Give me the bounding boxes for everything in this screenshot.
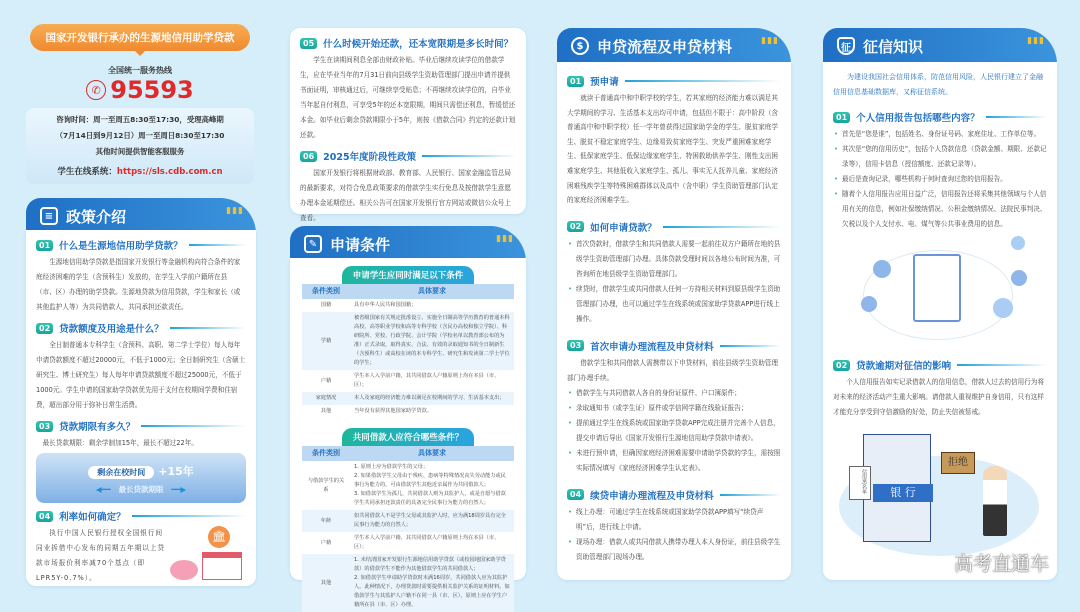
location-icon <box>993 298 1013 318</box>
section-title: 预申请 <box>590 77 619 88</box>
section-number: 03 <box>567 340 584 351</box>
hotline-label: 全国统一服务热线 <box>108 66 172 75</box>
table-row <box>302 299 514 312</box>
condition-requirement: 1. 未结清国家开发银行生源地信用助学贷款（或校园地国家助学贷款）的借款学生不能作为其他借款学生的共同借款人； 2. 如借款学生申请助学贷款时未满16周岁，共同借款人应为其监护人。此种情况下，办理贷款时需要提供相关监护关系的证明材料。如借款学生与其监护人户籍不在同一县（市、区），原则上应在学生户籍所在县（市、区）办理。 <box>350 554 514 612</box>
section-number: 04 <box>567 489 584 500</box>
table-row <box>302 532 514 554</box>
condition-type: 学籍 <box>302 312 350 370</box>
clipboard-icon <box>913 254 961 322</box>
section-text: 借款学生和共同借款人需携带以下申贷材料，前往县级学生资助管理部门办理手续。 <box>567 358 778 382</box>
bulb-icons: ▮▮▮ <box>1027 36 1045 46</box>
section-number: 06 <box>300 151 317 162</box>
column-header: 具体要求 <box>350 284 514 299</box>
list-item: • 现场办理：借款人或共同借款人携带办理人本人身份证，前往县级学生资助管理部门现场办理。 <box>567 535 781 565</box>
hotline-card <box>26 24 254 184</box>
document-icon: ≡ <box>40 207 58 225</box>
section-number: 01 <box>833 112 850 123</box>
list-item: • 首次贷款时，借款学生和共同借款人需要一起前往双方户籍所在地的县级学生资助管理部门办理。具体贷款受理时间以各地公布时间为准，可咨询所在地县级学生资助管理部门。 <box>567 237 781 282</box>
list-item: • 最后是查询记录，哪些机构于何时查询过您的信用报告。 <box>833 172 1047 187</box>
bulb-icons: ▮▮▮ <box>761 36 779 46</box>
watermark: 高考直通车 <box>953 553 1049 575</box>
bank-icon: 🏛 <box>208 526 230 548</box>
remaining-time-pill: 剩余在校时间 <box>88 466 154 479</box>
panel-header-conditions <box>290 226 526 262</box>
panel-title: 征信知识 <box>863 37 924 56</box>
banner: 国家开发银行承办的生源地信用助学贷款 <box>30 24 250 51</box>
bullet-list <box>567 237 781 327</box>
section-title: 贷款期限有多久？ <box>59 422 136 433</box>
conditions-card <box>290 258 526 608</box>
list-item: • 续贷时，借款学生或共同借款人任何一方持相关材料到原县级学生资助管理部门办理，也可以通过学生在线系统或国家助学贷款APP进行线上操作。 <box>567 282 781 327</box>
credit-report-illustration <box>833 232 1047 352</box>
section-text: 执行中国人民银行授权全国银行间同业拆借中心发布的同期五年期以上贷款市场报价利率减70个基点（即LPR5Y-0.7%）。 <box>36 529 166 582</box>
peak-hours: （7月14日到9月12日）周一至周日8:30至17:30 <box>55 131 225 140</box>
bulb-icons: ▮▮▮ <box>226 206 244 216</box>
shield-icon: 征 <box>837 37 855 55</box>
home-icon <box>1011 270 1027 286</box>
section-title: 什么是生源地信用助学贷款？ <box>59 241 183 252</box>
table-row <box>302 312 514 370</box>
condition-requirement: 被省级国家有关规定批准设立、实施全日制高等学历教育的普通本科高校、高等职业学校和高等专科学校（含民办高校和独立学院）、科研院所、党校、行政学院、会计学院（学校名单以教育部公布的为准）正式录取，取得真实、合法、有效的录取通知书的全日制新生（含预科生）或高校在读的本专科学生、研究生和攻读第二学士学位的学生； <box>350 312 514 370</box>
section-number: 03 <box>36 421 53 432</box>
credit-card <box>823 62 1057 580</box>
arrow-right-icon: ━━▶ <box>171 485 187 494</box>
piggy-bank-icon <box>170 560 198 580</box>
condition-type: 年龄 <box>302 510 350 532</box>
panel-title: 申贷流程及申贷材料 <box>597 37 733 56</box>
column-header: 条件类别 <box>302 284 350 299</box>
repayment-card <box>290 28 526 222</box>
online-url-link[interactable]: https://sls.cdb.com.cn <box>116 167 223 177</box>
bulb-icons: ▮▮▮ <box>496 234 514 244</box>
section-number: 02 <box>567 221 584 232</box>
section-number: 04 <box>36 511 53 522</box>
plus-15-years: +15年 <box>158 465 194 478</box>
section-number: 01 <box>36 240 53 251</box>
list-item: • 提前通过学生在线系统或国家助学贷款APP完成注册并完善个人信息，提交申请后导出《国家开发银行生源地信用助学贷款申请表》。 <box>567 416 781 446</box>
list-item: • 其次是“您的信用历史”，包括个人贷款信息（贷款金额、期限、还款记录等），信用卡信息（授信额度、还款记录等）。 <box>833 142 1047 172</box>
panel-header-process <box>557 28 791 64</box>
section-title: 首次申请办理流程及申贷材料 <box>590 341 714 353</box>
condition-type: 户籍 <box>320 377 332 384</box>
section-title: 2025年度阶段性政策 <box>323 152 417 163</box>
section-title: 续贷申请办理流程及申贷材料 <box>590 490 714 502</box>
condition-requirement: 具有中华人民共和国国籍； <box>354 302 417 308</box>
intro-text: 为建设我国社会信用体系，防范信用风险，人民银行建立了金融信用信息基础数据库，又称征信系统。 <box>833 73 1043 96</box>
panel-header-policy <box>26 198 256 234</box>
blacklist-paper: 信用黑名单 <box>849 466 871 500</box>
phone-icon: ✆ <box>86 80 106 100</box>
section-number: 01 <box>567 76 584 87</box>
section-title: 贷款额度及用途是什么？ <box>59 324 164 335</box>
co-borrower-table <box>302 446 514 612</box>
mail-icon <box>1011 236 1025 250</box>
condition-requirement: 学生本人入学前户籍，其共同借款人户籍原则上均在本县（市、区）； <box>354 535 500 550</box>
table-row <box>302 405 514 418</box>
bank-refusal-cartoon <box>833 426 1047 576</box>
table-row <box>302 554 514 612</box>
condition-requirement: 当年没有获得其他国家助学贷款。 <box>354 408 432 414</box>
refuse-sign: 拒绝 <box>941 452 975 474</box>
section-text: 国家开发银行将根据财政部、教育部、人民银行、国家金融监管总局的最新要求，对符合免息政策要求的借款学生实行免息及按借款学生意愿办理本金延期偿还。相关公告可在国家开发银行官方网站或微信公众号上查看。 <box>300 169 511 222</box>
consult-hours: 咨询时间：周一至周五8:30至17:30，受理高峰期 <box>56 115 224 124</box>
panel-title: 申请条件 <box>330 235 391 254</box>
savings-illustration <box>166 526 246 586</box>
list-item: • 首先是“您是谁”，包括姓名、身份证号码、家庭住址、工作单位等。 <box>833 127 1047 142</box>
condition-requirement: 1. 原则上应为借款学生的父母； 2. 如果借款学生父母由于残疾、患病等特殊情况丧失劳动能力或民事行为能力的，可由借款学生其他近亲属作为共同借款人； 3. 如借款学生为孤儿，共同借款人则为其监护人，或是自愿与借款学生共同承担还款责任的具备完全民事行为能力的自然人； <box>354 464 506 506</box>
condition-type: 家庭情况 <box>302 392 350 405</box>
table-row <box>302 370 514 392</box>
bullet-list <box>567 505 781 565</box>
condition-type: 户籍 <box>320 539 332 546</box>
bullet-list <box>567 386 781 476</box>
table-title: 共同借款人应符合哪些条件？ <box>342 428 474 446</box>
coins-icon: $ <box>571 37 589 55</box>
section-text: 全日制普通本专科学生（含预科、高职、第二学士学位）每人每年申请贷款额度不超过20000元，不低于1000元；全日制研究生（含硕士研究生、博士研究生）每人每年申请贷款额度不超过25000元，不低于1000元。学生申请的国家助学贷款优先用于支付在校期间学费和住宿费，超出部分用于弥补日常生活费。 <box>36 341 246 409</box>
section-text: 就读于普通高中和中职学校的学生，若其家庭的经济能力难以满足其大学期间的学习、生活基本支出均可申请，包括但不限于：高中阶段（含普通高中和中职学校）任一学年曾获得过国家助学金的学生、脱贫家庭学生、脱贫不稳定家庭学生、边缘易致贫家庭学生、突发严重困难家庭学生、低保家庭学生、低保边缘家庭学生、特困救助供养学生、刚性支出困难家庭学生、其他低收入家庭学生、孤儿、事实无人抚养儿童、家庭经济困难残疾学生等特殊困难群体以及高中（含中职）学生资助管理部门认定的家庭经济困难学生。 <box>567 94 778 205</box>
calendar-icon <box>202 552 242 580</box>
section-title: 什么时候开始还款，还本宽限期是多长时间？ <box>323 39 514 50</box>
condition-requirement: 学生本人入学前户籍，其共同借款人户籍原则上均在本县（市、区）； <box>354 373 500 388</box>
max-term-caption: 最长贷款期限 <box>118 485 164 494</box>
condition-type: 国籍 <box>320 302 332 308</box>
section-number: 05 <box>300 38 317 49</box>
list-item: • 随着个人信用报告应用日益广泛，信用报告还将采集其他领域与个人信用有关的信息，例如社保缴纳情况、公积金缴纳情况、法院民事判决、欠税以及个人支付水、电、煤气等公共事业费用的信息。 <box>833 187 1047 232</box>
edit-icon: ✎ <box>304 235 322 253</box>
condition-type: 其他 <box>320 408 332 414</box>
loan-term-graphic <box>36 453 246 503</box>
hotline-number[interactable]: 95593 <box>110 76 194 104</box>
section-title: 利率如何确定？ <box>59 512 126 523</box>
condition-type: 与借款学生的关系 <box>307 477 345 493</box>
smart-service: 其他时间提供智能客服服务 <box>95 147 185 156</box>
condition-requirement: 本人及家庭的经济能力难以满足在校期间的学习、生活基本支出； <box>350 392 514 405</box>
list-item: • 录取通知书（或学生证）原件或学信网学籍在线验证报告； <box>567 401 781 416</box>
list-item: • 未进行预申请，但确因家庭经济困难需要申请助学贷款的学生，需按照实际情况填写《家庭经济困难学生认定表》。 <box>567 446 781 476</box>
section-title: 贷款逾期对征信的影响 <box>856 361 952 372</box>
section-number: 02 <box>833 360 850 371</box>
student-figure <box>983 466 1007 536</box>
card-icon <box>861 296 877 312</box>
table-row <box>302 510 514 532</box>
section-number: 02 <box>36 323 53 334</box>
section-text: 个人信用报告如实记录借款人的信用信息，借款人过去的信用行为将对未来的经济活动产生重大影响。请借款人重视维护自身信用，只有这样才能充分享受到守信激励的好处，防止失信被惩戒。 <box>833 378 1044 416</box>
condition-requirement: 如共同借款人不是学生父母或其监护人时，应为满18周岁具有完全民事行为能力的自然人； <box>350 510 514 532</box>
panel-header-credit <box>823 28 1057 64</box>
table-row <box>302 392 514 405</box>
table-row <box>302 461 514 510</box>
user-icon <box>873 260 891 278</box>
list-item: • 线上办理：可通过学生在线系统或国家助学贷款APP填写“续贷声明”后，进行线上申请。 <box>567 505 781 535</box>
bullet-list <box>833 127 1047 232</box>
arrow-left-icon: ◀━━ <box>95 485 111 494</box>
section-title: 如何申请贷款？ <box>590 222 657 234</box>
bank-sign: 银 行 <box>873 484 933 502</box>
condition-type: 其他 <box>302 554 350 612</box>
list-item: • 借款学生与共同借款人各自的身份证原件、户口簿原件； <box>567 386 781 401</box>
section-text: 学生在读期间利息全部由财政补贴。毕业后继续攻读学位的借款学生，应在毕业当年的7月31日前向县级学生资助管理部门提出申请并提供书面证明，审核通过后，可继续享受贴息；不再继续攻读学位的，自毕业当年起自付利息，可享受5年的还本宽限期，期间只需偿还利息，暂缓偿还本金。如毕业后剩余贷款期限小于5年，则按《借款合同》约定的还款计划还款。 <box>300 56 516 139</box>
policy-card <box>26 230 256 586</box>
process-card <box>557 62 791 580</box>
student-conditions-table <box>302 284 514 418</box>
column-header: 具体要求 <box>350 446 514 461</box>
panel-title: 政策介绍 <box>66 207 127 226</box>
online-label: 学生在线系统： <box>57 167 117 177</box>
section-text: 生源地信用助学贷款是指国家开发银行等金融机构向符合条件的家庭经济困难的学生（含预科生）发放的，在学生入学前户籍所在县（市、区）办理的助学贷款。生源地贷款为信用贷款，学生和家长（或其他监护人等）为共同借款人，共同承担还款责任。 <box>36 258 241 311</box>
column-header: 条件类别 <box>302 446 350 461</box>
table-title: 申请学生应同时满足以下条件 <box>342 266 474 284</box>
section-text: 最长贷款期限：剩余学制加15年，最长不超过22年。 <box>42 439 198 447</box>
section-title: 个人信用报告包括哪些内容？ <box>856 113 980 124</box>
